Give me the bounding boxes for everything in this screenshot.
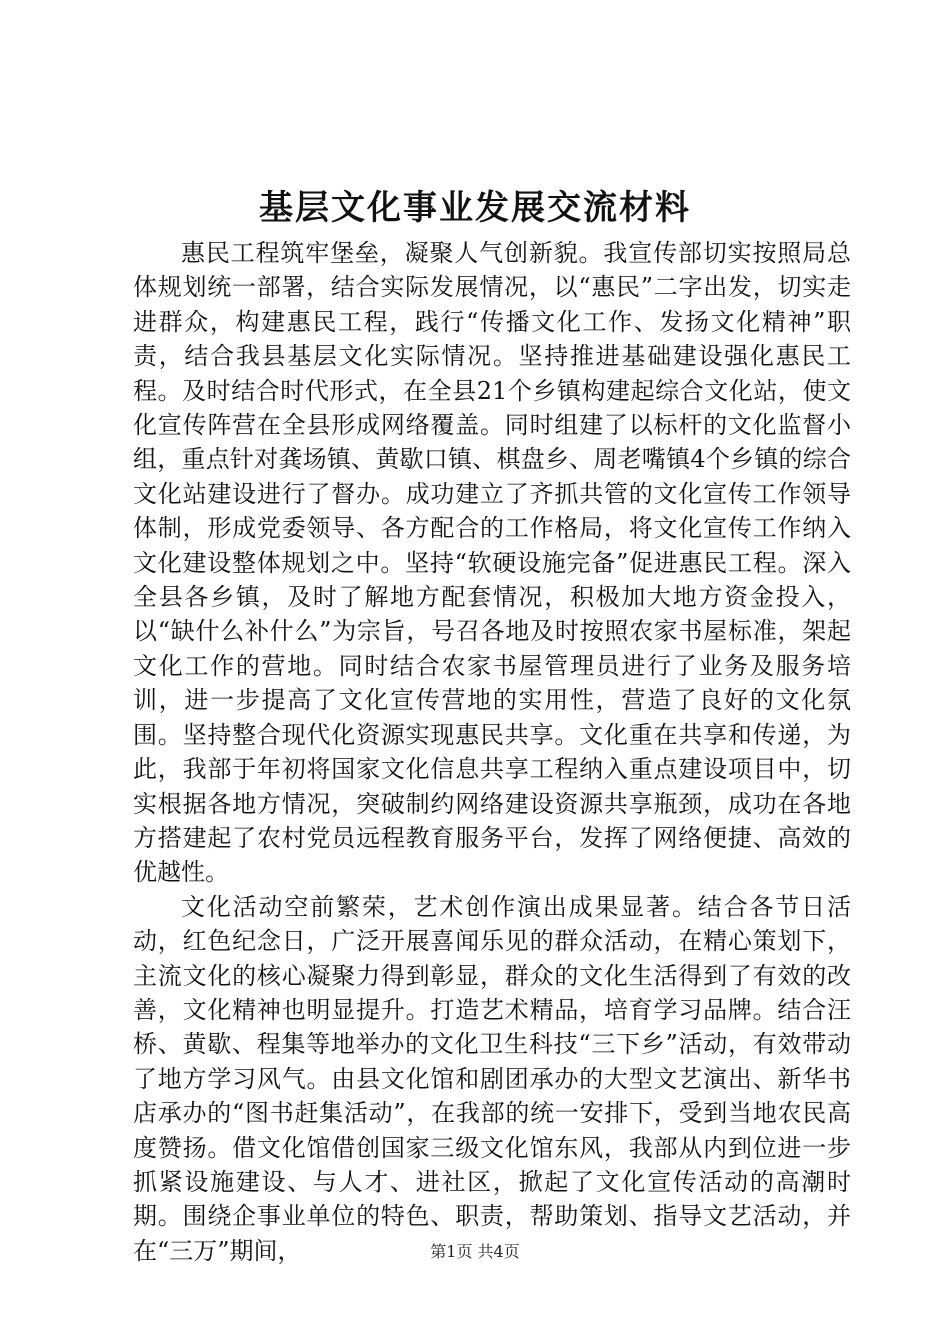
paragraph-1: 惠民工程筑牢堡垒，凝聚人气创新貌。我宣传部切实按照局总体规划统一部署，结合实际发展情况，以“惠民”二字出发，切实走进群众，构建惠民工程，践行“传播文化工作、发扬文化精神”职责，结合我县基层文化实际情况。坚持推进基础建设强化惠民工程。及时结合时代形式，在全县21个乡镇构建起综合文化站，使文化宣传阵营在全县形成网络覆盖。同时组建了以标杆的文化监督小组，重点针对龚场镇、黄歇口镇、棋盘乡、周老嘴镇4个乡镇的综合文化站建设进行了督办。成功建立了齐抓共管的文化宣传工作领导体制，形成党委领导、各方配合的工作格局，将文化宣传工作纳入文化建设整体规划之中。坚持“软硬设施完备”促进惠民工程。深入全县各乡镇，及时了解地方配套情况，积极加大地方资金投入，以“缺什么补什么”为宗旨，号召各地及时按照农家书屋标准，架起文化工作的营地。同时结合农家书屋管理员进行了业务及服务培训，进一步提高了文化宣传营地的实用性，营造了良好的文化氛围。坚持整合现代化资源实现惠民共享。文化重在共享和传递，为此，我部于年初将国家文化信息共享工程纳入重点建设项目中，切实根据各地方情况，突破制约网络建设资源共享瓶颈，成功在各地方搭建起了农村党员远程教育服务平台，发挥了网络便捷、高效的优越性。 xyxy=(133,239,851,887)
document-title: 基层文化事业发展交流材料 xyxy=(259,188,691,228)
document-body xyxy=(133,236,851,1268)
paragraph-2: 文化活动空前繁荣，艺术创作演出成果显著。结合各节日活动，红色纪念日，广泛开展喜闻乐见的群众活动，在精心策划下，主流文化的核心凝聚力得到彰显，群众的文化生活得到了有效的改善，文化精神也明显提升。打造艺术精品，培育学习品牌。结合汪桥、黄歇、程集等地举办的文化卫生科技“三下乡”活动，有效带动了地方学习风气。由县文化馆和剧团承办的大型文艺演出、新华书店承办的“图书赶集活动”，在我部的统一安排下，受到当地农民高度赞扬。借文化馆借创国家三级文化馆东风，我部从内到位进一步抓紧设施建设、与人才、进社区，掀起了文化宣传活动的高潮时期。围绕企事业单位的特色、职责，帮助策划、指导文艺活动，并在“三万”期间， xyxy=(133,892,851,1265)
page-footer: 第1页 共4页 xyxy=(430,1242,520,1261)
